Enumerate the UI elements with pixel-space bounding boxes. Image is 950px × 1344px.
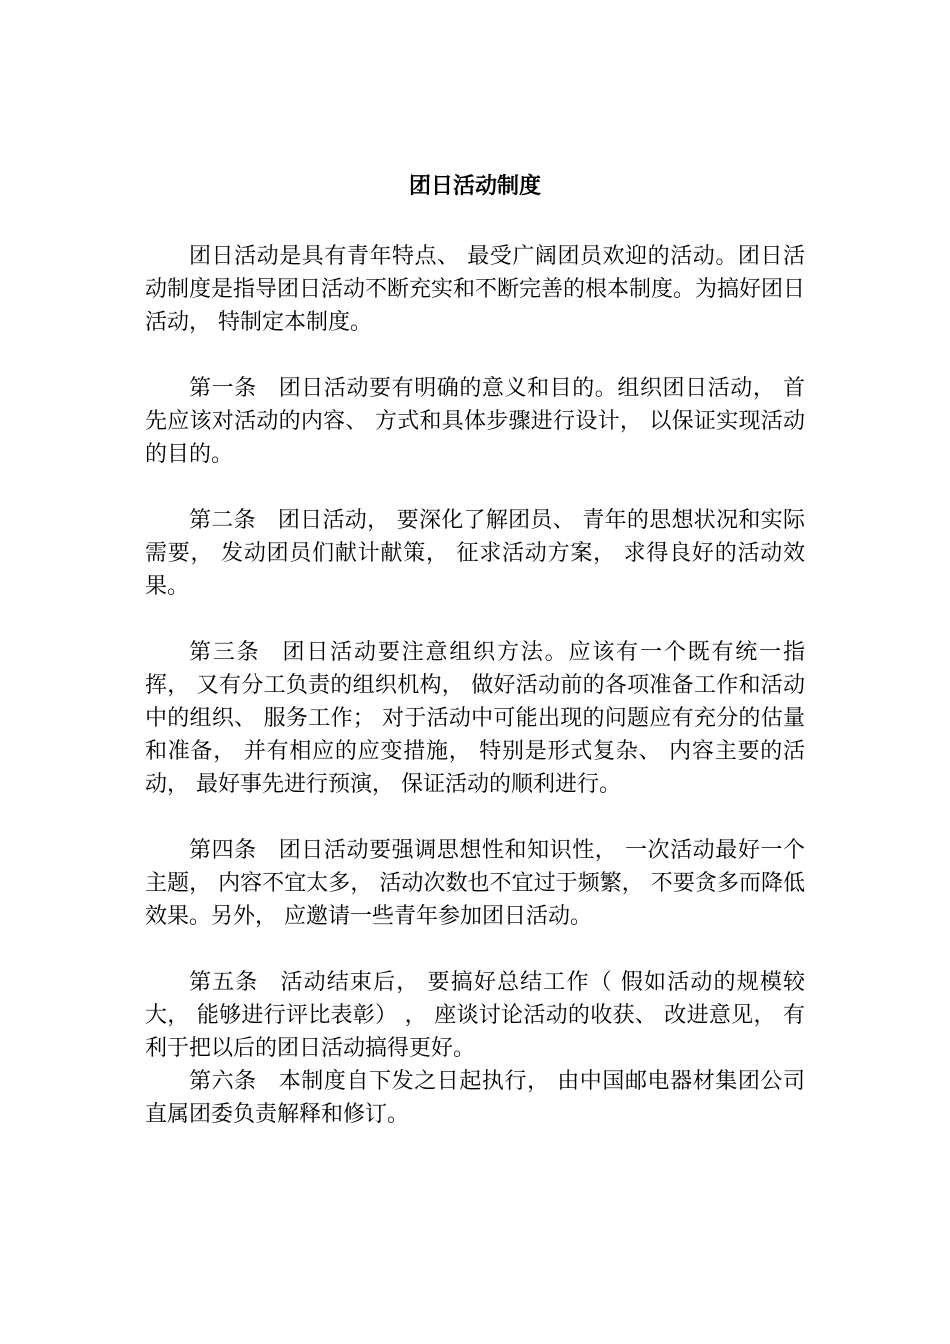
article-6-text: 本制度自下发之日起执行， 由中国邮电器材集团公司直属团委负责解释和修订。: [145, 1069, 805, 1127]
article-4-number: 第四条: [189, 838, 257, 863]
article-3-number: 第三条: [189, 640, 261, 665]
article-6-number: 第六条: [189, 1069, 257, 1094]
article-3: [145, 636, 805, 801]
article-4: [145, 834, 805, 933]
article-5-number: 第五条: [189, 970, 259, 995]
article-2-number: 第二条: [189, 508, 256, 533]
intro-paragraph: 团日活动是具有青年特点、 最受广阔团员欢迎的活动。团日活动制度是指导团日活动不断充实和不断完善的根本制度。为搞好团日活动， 特制定本制度。: [145, 244, 806, 335]
article-2: [145, 504, 805, 603]
article-1-text: 团日活动要有明确的意义和目的。组织团日活动， 首先应该对活动的内容、 方式和具体步骤进行设计， 以保证实现活动的目的。: [145, 376, 805, 467]
article-6: [145, 1065, 805, 1131]
article-5: [145, 966, 805, 1065]
article-2-text: 团日活动， 要深化了解团员、 青年的思想状况和实际需要， 发动团员们献计献策， 征求活动方案， 求得良好的活动效果。: [145, 508, 805, 599]
document-title: 团日活动制度: [408, 174, 541, 199]
article-5-text: 活动结束后， 要搞好总结工作（ 假如活动的规模较大， 能够进行评比表彰） ， 座谈讨论活动的收获、 改进意见， 有利于把以后的团日活动搞得更好。: [145, 970, 805, 1061]
article-3-text: 团日活动要注意组织方法。应该有一个既有统一指挥， 又有分工负责的组织机构， 做好活动前的各项准备工作和活动中的组织、 服务工作； 对于活动中可能出现的问题应有充分的估量和准备， 并有相应的应变措施， 特别是形式复杂、 内容主要的活动， 最好事先进行预演， 保证活动的顺利进行。: [145, 640, 805, 797]
article-1-number: 第一条: [189, 376, 257, 401]
document-body: [145, 240, 805, 1131]
article-1: [145, 372, 805, 471]
article-4-text: 团日活动要强调思想性和知识性， 一次活动最好一个主题， 内容不宜太多， 活动次数也不宜过于频繁， 不要贪多而降低效果。另外， 应邀请一些青年参加团日活动。: [145, 838, 805, 929]
